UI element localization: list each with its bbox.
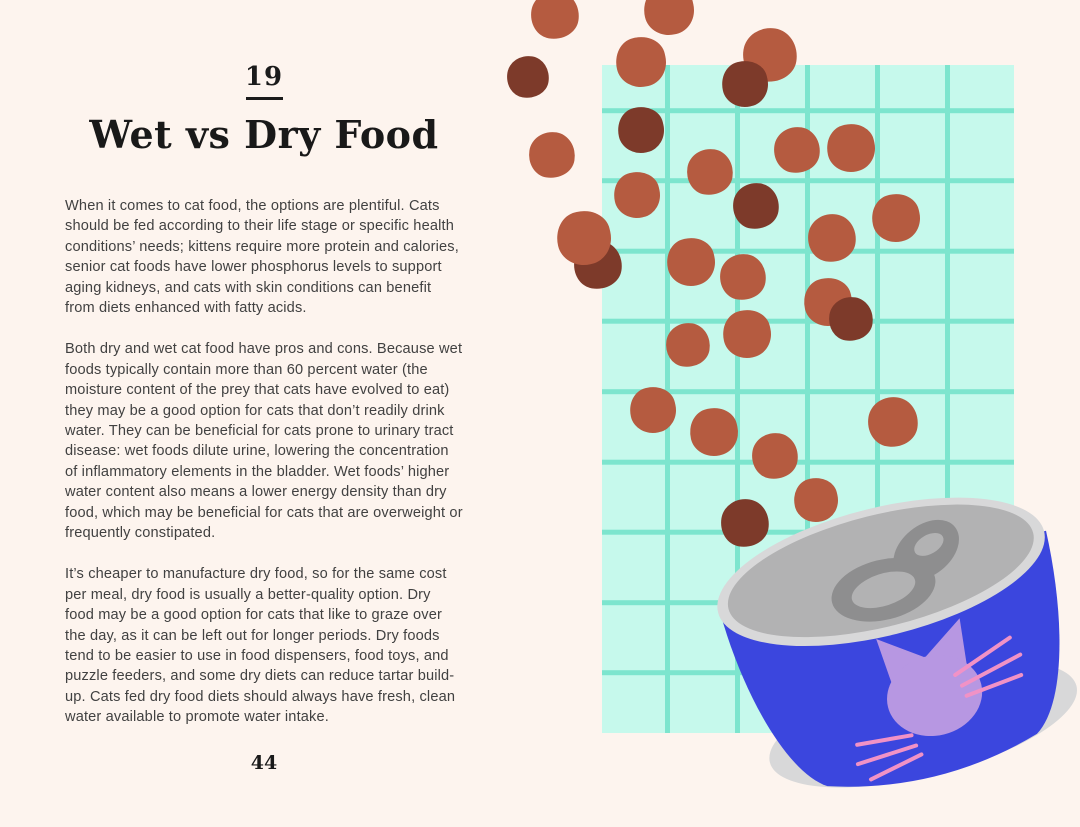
paragraph-1: When it comes to cat food, the options are plentiful. Cats should be fed according to their life stage or specific health conditions’ needs; kittens require more protein and calories, senior cat foods have lower phosphorus levels to support aging kidneys, and cats with skin conditions can benefit from diets enhanced with fatty acids. bbox=[65, 197, 459, 316]
paragraph-2: Both dry and wet cat food have pros and cons. Because wet foods typically contain more than 60 percent water (the moisture content of the prey that cats have evolved to eat) they may be a good option for cats that don’t readily drink water. They can be beneficial for cats prone to urinary tract disease: wet foods dilute urine, lowering the concentration of inflammatory elements in the bladder. Wet foods’ higher water content also means a lower energy density than dry food, which may be beneficial for cats that are overweight or frequently constipated. bbox=[65, 341, 463, 541]
paragraph-3: It’s cheaper to manufacture dry food, so for the same cost per meal, dry food is usually a better-quality option. Dry food may be a good option for cats that like to graze over the day, as it can be left out for longer periods. Dry foods tend to be easier to use in food dispensers, food toys, and puzzle feeders, and some dry diets can reduce tartar build-up. Cats fed dry food diets should always have fresh, clean water available to promote water intake. bbox=[65, 566, 456, 726]
kibble-dot bbox=[864, 393, 921, 450]
kibble-dot bbox=[609, 167, 664, 222]
kibble-dot bbox=[625, 382, 680, 437]
kibble-dot bbox=[805, 211, 860, 266]
kibble-dot bbox=[663, 320, 713, 370]
kibble-dot bbox=[822, 119, 880, 177]
page-title: Wet vs Dry Food bbox=[89, 112, 439, 157]
kibble-dot bbox=[718, 305, 776, 363]
kibble-dot bbox=[504, 53, 552, 101]
kibble-dot bbox=[771, 124, 824, 177]
kibble-dot bbox=[526, 129, 579, 182]
kibble-dot bbox=[749, 430, 802, 483]
kibble-dot bbox=[867, 189, 925, 247]
kibble-dot bbox=[730, 180, 783, 233]
kibble-dot bbox=[613, 102, 668, 157]
chapter-number: 19 bbox=[244, 62, 284, 92]
kibble-dot bbox=[684, 146, 737, 199]
kibble-dot bbox=[717, 251, 770, 304]
page-number: 44 bbox=[250, 752, 278, 774]
kibble-dot bbox=[639, 0, 699, 40]
kibble-dot bbox=[662, 233, 720, 291]
kibble-dot bbox=[611, 32, 671, 92]
kibble-dot bbox=[528, 0, 583, 42]
kibble-dot bbox=[685, 403, 743, 461]
